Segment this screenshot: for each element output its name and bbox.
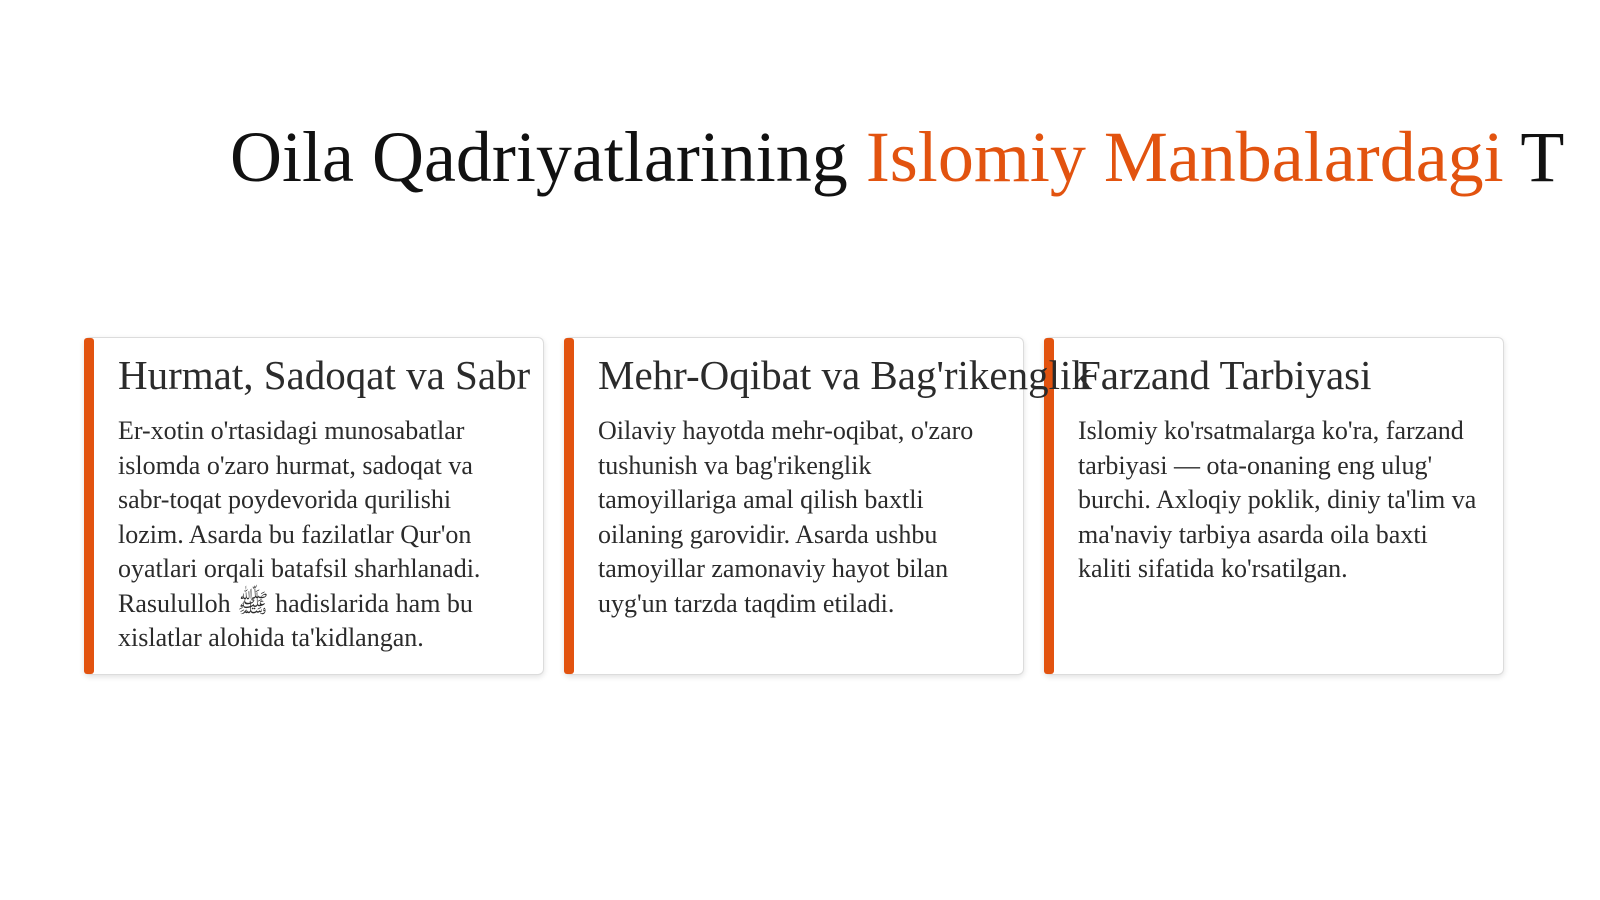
- card-accent-bar: [564, 338, 574, 674]
- card-respect-loyalty-patience: [84, 337, 544, 675]
- card-heading: Mehr-Oqibat va Bag'rikenglik: [598, 352, 1092, 398]
- card-row: [84, 337, 1504, 675]
- card-text: Islomiy ko'rsatmalarga ko'ra, farzand tarbiyasi — ota-onaning eng ulug' burchi. Axloqiy poklik, diniy ta'lim va ma'naviy tarbiya asarda oila baxti kaliti sifatida ko'rsatilgan.: [1078, 416, 1477, 583]
- card-heading: Farzand Tarbiyasi: [1078, 352, 1372, 398]
- title-accent-part: Islomiy Manbalardagi: [865, 117, 1504, 197]
- card-kindness-tolerance: [564, 337, 1092, 675]
- card-child-upbringing: [1044, 337, 1504, 675]
- card-accent-bar: [84, 338, 94, 674]
- card-text: Oilaviy hayotda mehr-oqibat, o'zaro tushunish va bag'rikenglik tamoyillariga amal qilish baxtli oilaning garovidir. Asarda ushbu tamoyillar zamonaviy hayot bilan uyg'un tarzda taqdim etiladi.: [598, 416, 974, 618]
- card-heading: Hurmat, Sadoqat va Sabr: [118, 352, 531, 398]
- title-part-1: Oila Qadriyatlarining: [230, 117, 866, 197]
- card-text: Er-xotin o'rtasidagi munosabatlar islomda o'zaro hurmat, sadoqat va sabr-toqat poydevorida qurilishi lozim. Asarda bu fazilatlar Qur'on oyatlari orqali batafsil sharhlanadi. Rasululloh ﷺ hadislarida ham bu xislatlar alohida ta'kidlangan.: [118, 416, 481, 652]
- title-part-3: T: [1503, 117, 1565, 197]
- slide-title: [230, 112, 1600, 202]
